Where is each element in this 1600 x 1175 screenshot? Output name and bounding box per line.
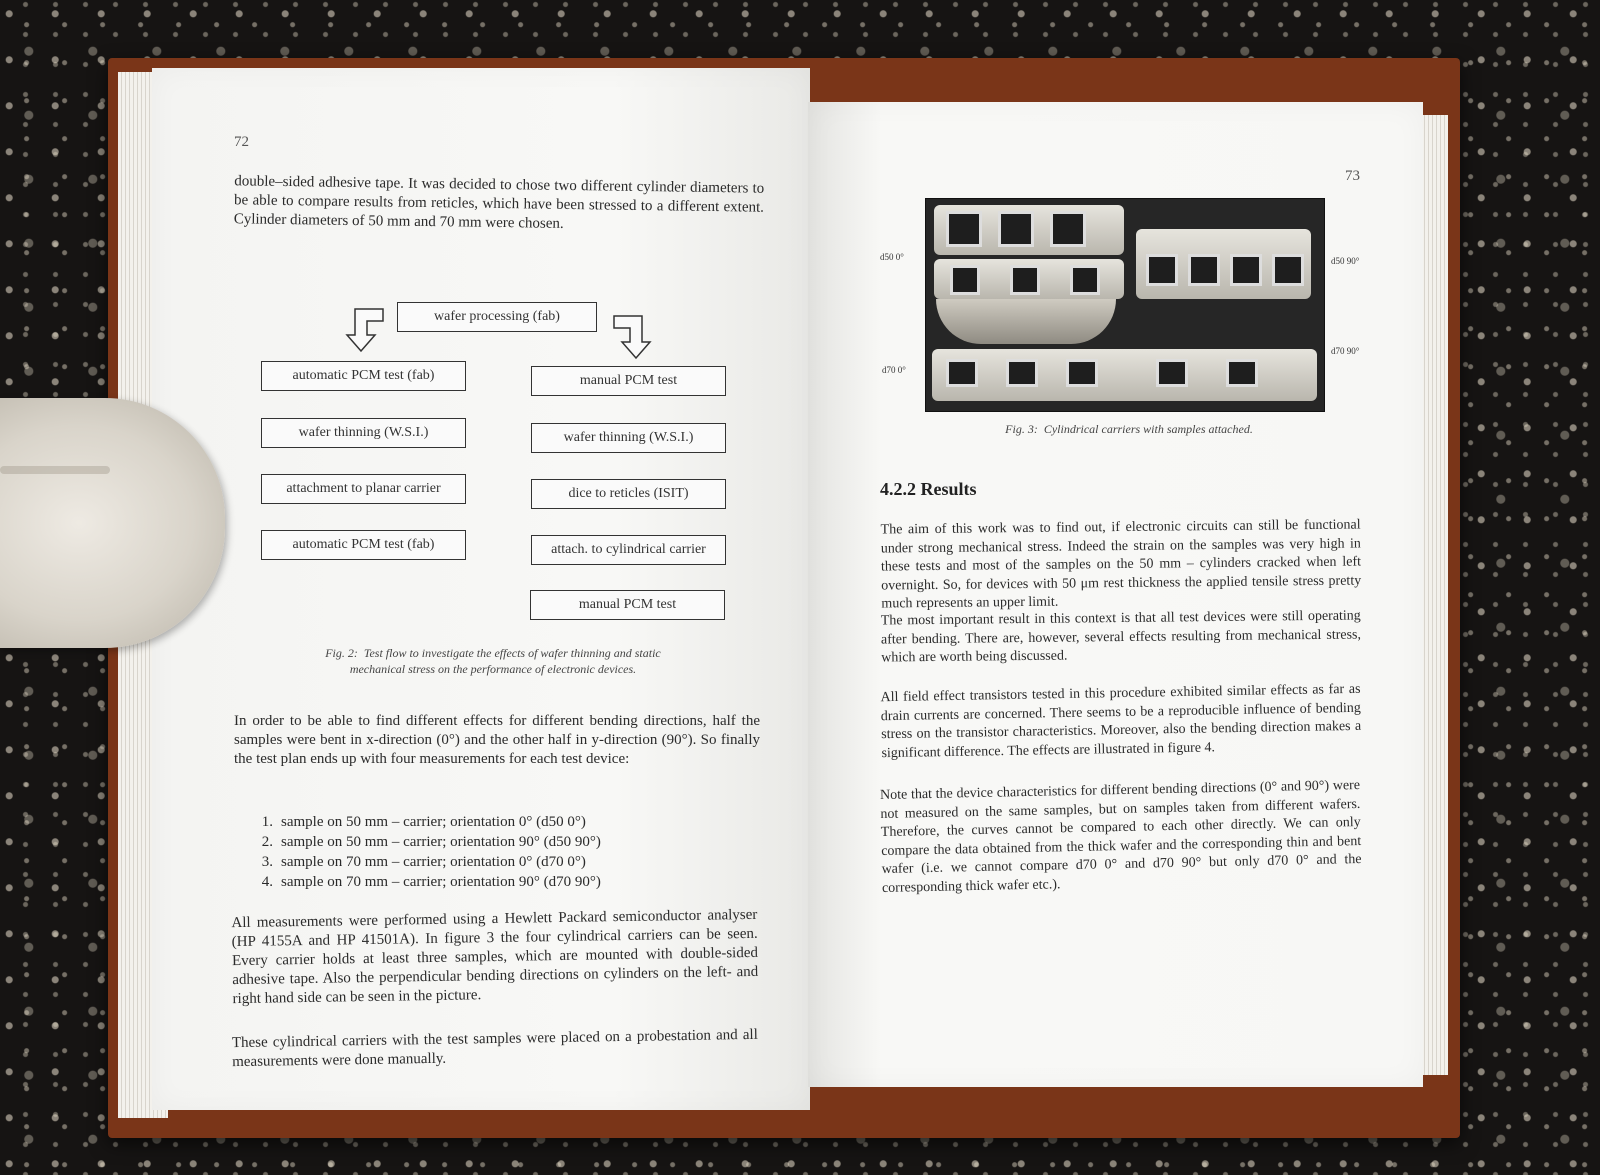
figure-3-photo <box>925 198 1325 412</box>
note-paragraph: Note that the device characteristics for different bending directions (0° and 90°) were not measured on the same samples, but on samples taken from different wafers. Therefore, the curves cannot be compared to each other directly. We can only compare the data obtained from the thick wafer and the corresponding thin and bent wafer (i.e. we cannot compare d70 0° and d70 90° but only d70 0° and the corresponding thick wafer etc.). <box>879 777 1362 896</box>
page-number-left: 72 <box>234 134 249 150</box>
arrow-right-icon <box>610 312 660 362</box>
measurements-paragraph: All measurements were performed using a Hewlett Packard semiconductor analyser (HP 4155A and HP 41501A). In figure 3 the four cylindrical carriers can be seen. Every carrier holds at least three samples, which are mounted with double-sided adhesive tape. Also the perpendicular bending directions on cylinders on the left- and right hand side can be seen in the picture. <box>231 906 759 1008</box>
thumb <box>0 398 225 648</box>
flow-right-step-2: wafer thinning (W.S.I.) <box>531 423 726 453</box>
list-item: 3. sample on 70 mm – carrier; orientation 0° (d70 0°) <box>261 854 586 870</box>
flow-left-step-4: automatic PCM test (fab) <box>261 530 466 560</box>
flow-right-step-3: dice to reticles (ISIT) <box>531 479 726 509</box>
photo-label-d70-90: d70 90° <box>1331 346 1360 356</box>
flow-right-step-5: manual PCM test <box>530 590 725 620</box>
measurement-list <box>245 812 685 892</box>
aim-paragraph: The aim of this work was to find out, if electronic circuits can still be functional under strong mechanical stress. Indeed the strain on the samples was very high in these tests and most of the samples on the 50 mm – cylinders cracked when left overnight. So, for devices with 50 μm rest thickness the applied tensile stress pretty much represents an upper limit. <box>880 517 1362 612</box>
figure-3-label: Fig. 3: <box>1005 422 1038 436</box>
figure-2-label: Fig. 2: <box>325 646 358 660</box>
intro-paragraph: double–sided adhesive tape. It was decided to chose two different cylinder diameters to be able to compare results from reticles, which have been stressed to a different extent. Cylinder diameters of 50 mm and 70 mm were chosen. <box>233 173 765 232</box>
flow-step-wafer-processing: wafer processing (fab) <box>397 302 597 332</box>
list-item: 1. sample on 50 mm – carrier; orientation 0° (d50 0°) <box>261 814 586 830</box>
figure-3-text: Cylindrical carriers with samples attached. <box>1043 422 1253 436</box>
photo-label-d50-90: d50 90° <box>1331 256 1360 266</box>
flow-left-step-3: attachment to planar carrier <box>261 474 466 504</box>
fet-paragraph: All field effect transistors tested in this procedure exhibited similar effects as far as drain currents are concerned. There seems to be a reproducible influence of bending stress on the transistor characteristics. Moreover, also the bending direction makes a significant difference. The effects are illustrated in figure 4. <box>880 681 1362 761</box>
page-number-right: 73 <box>1345 168 1360 184</box>
page-edges-right <box>1420 115 1448 1075</box>
probestation-paragraph: These cylindrical carriers with the test samples were placed on a probestation and all measurements were done manually. <box>231 1026 758 1071</box>
figure-2-caption <box>288 645 698 677</box>
bending-paragraph: In order to be able to find different effects for different bending directions, half the samples were bent in x-direction (0°) and the other half in y-direction (90°). So finally the test plan ends up with four measurements for each test device: <box>234 713 760 767</box>
important-result-paragraph: The most important result in this context is that all test devices were still operating after bending. There are, however, several effects resulting from mechanical stress, which are worth being discussed. <box>880 608 1362 666</box>
photo-label-d50-0: d50 0° <box>880 252 904 262</box>
flow-left-step-2: wafer thinning (W.S.I.) <box>261 418 466 448</box>
flow-right-step-4: attach. to cylindrical carrier <box>531 535 726 565</box>
figure-3-caption <box>930 421 1328 437</box>
list-item: 2. sample on 50 mm – carrier; orientation 90° (d50 90°) <box>261 834 601 850</box>
flow-left-step-1: automatic PCM test (fab) <box>261 361 466 391</box>
thumb-fold <box>0 466 110 474</box>
list-item: 4. sample on 70 mm – carrier; orientation 90° (d70 90°) <box>261 874 601 890</box>
arrow-left-icon <box>345 305 395 355</box>
figure-2-text-line2: mechanical stress on the performance of electronic devices. <box>349 662 637 676</box>
flow-right-step-1: manual PCM test <box>531 366 726 396</box>
section-heading-results: 4.2.2 Results <box>880 479 977 499</box>
figure-2-text-line1: Test flow to investigate the effects of wafer thinning and static <box>363 646 661 660</box>
photo-label-d70-0: d70 0° <box>882 365 906 375</box>
